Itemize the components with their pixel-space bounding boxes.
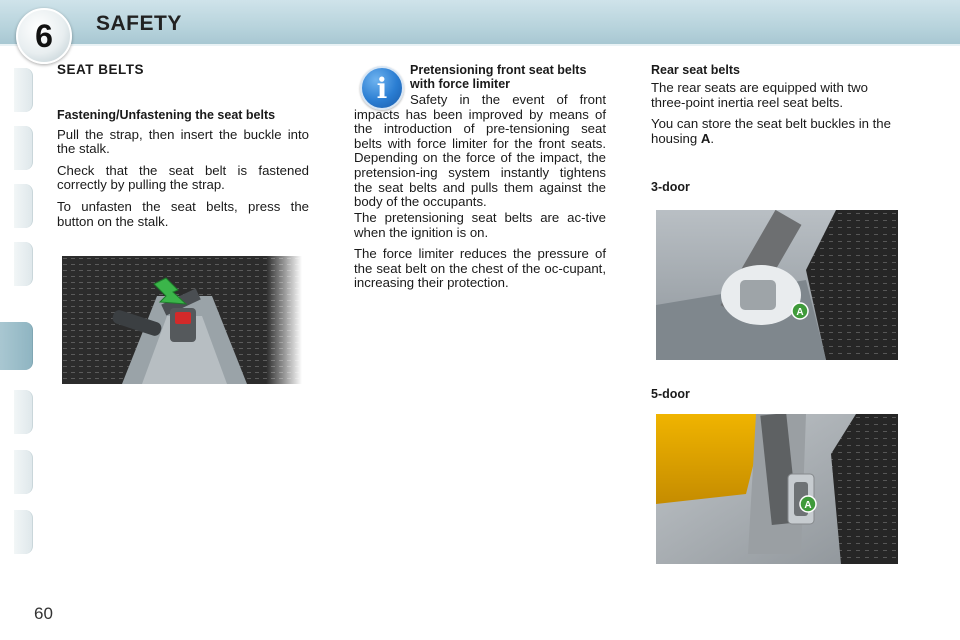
paragraph: The pretensioning seat belts are ac-tive when the ignition is on.	[354, 210, 606, 240]
left-column	[57, 63, 309, 236]
chapter-tab-1[interactable]	[14, 68, 33, 112]
paragraph: The rear seats are equipped with two three-point inertia reel seat belts.	[651, 80, 868, 110]
middle-column	[354, 93, 606, 217]
paragraph: Check that the seat belt is fastened correctly by pulling the strap.	[57, 162, 309, 193]
chapter-tab-2[interactable]	[14, 126, 33, 170]
label-5-door: 5-door	[651, 387, 690, 401]
header-divider	[0, 44, 960, 46]
right-column	[651, 63, 905, 153]
chapter-title: SAFETY	[96, 12, 182, 35]
middle-column-title-block	[410, 63, 606, 91]
paragraph: To unfasten the seat belts, press the button on the stalk.	[57, 198, 309, 229]
callout-a-label: A	[804, 500, 812, 511]
chapter-tab-6-active[interactable]	[0, 322, 33, 370]
chapter-tab-3[interactable]	[14, 184, 33, 228]
front-seat-buckle-illustration	[62, 256, 302, 384]
chapter-number-badge: 6	[16, 8, 72, 64]
page-number: 60	[34, 604, 53, 623]
five-door-seat-belt-illustration	[656, 414, 898, 564]
label-3-door: 3-door	[651, 180, 690, 194]
paragraph: Pull the strap, then insert the buckle into the stalk.	[57, 126, 309, 157]
chapter-tabs	[0, 60, 34, 580]
chapter-tab-7[interactable]	[14, 390, 33, 434]
chapter-tab-8[interactable]	[14, 450, 33, 494]
three-door-seat-belt-illustration	[656, 210, 898, 360]
chapter-tab-9[interactable]	[14, 510, 33, 554]
subsection-title: Fastening/Unfastening the seat belts	[57, 107, 276, 122]
middle-column-continued	[354, 211, 606, 298]
paragraph: You can store the seat belt buckles in the housing A.	[651, 116, 891, 146]
pretensioning-title: Pretensioning front seat belts with force limiter	[410, 63, 587, 91]
housing-label: A	[700, 130, 711, 146]
callout-a-label: A	[796, 307, 804, 318]
rear-seat-belts-title: Rear seat belts	[651, 63, 740, 77]
info-icon: i	[360, 66, 404, 110]
chapter-tab-4[interactable]	[14, 242, 33, 286]
paragraph: The force limiter reduces the pressure of the seat belt on the chest of the oc-cupant, increasing their protection.	[354, 246, 606, 291]
section-title: SEAT BELTS	[57, 62, 145, 77]
paragraph: Safety in the event of front impacts has been improved by means of the introduction of pre-tensioning seat belts with force limiter for the front seats. Depending on the force of the impact, the pretension-ing system instantly tightens the seat belts and pulls them against the body of the occupants.	[354, 92, 606, 210]
